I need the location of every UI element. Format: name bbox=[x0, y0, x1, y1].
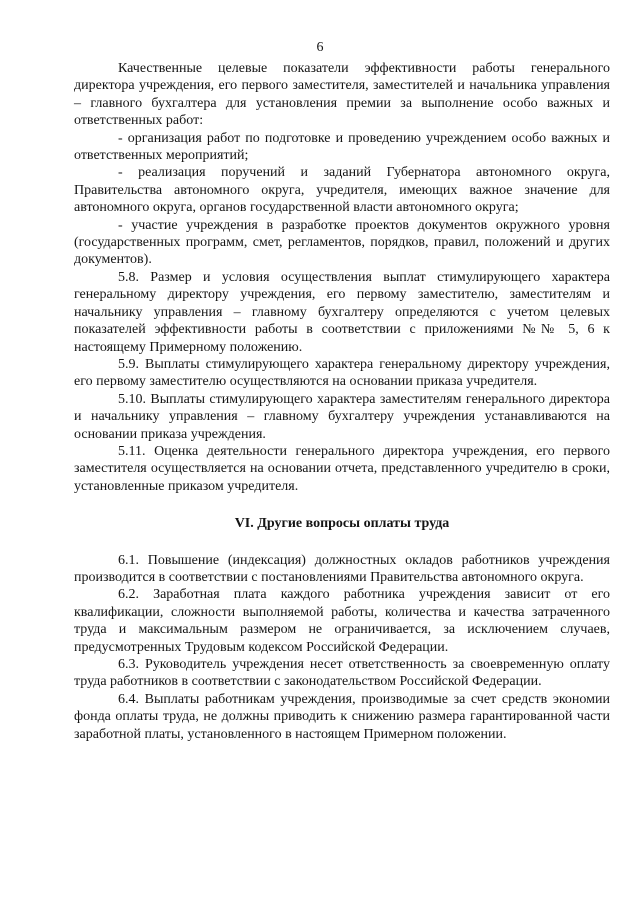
list-item-governor-orders: - реализация поручений и заданий Губернатора автономного округа, Правительства автономного округа, учредителя, имеющих важное значение для автономного округа, органов государственной власти автономного округа; bbox=[74, 165, 610, 216]
list-item-events: - организация работ по подготовке и проведению учреждением особо важных и ответственных мероприятий; bbox=[74, 130, 610, 164]
page-number: 6 bbox=[316, 40, 324, 55]
paragraph-5-9: 5.9. Выплаты стимулирующего характера генеральному директору учреждения, его первому заместителю осуществляются на основании приказа учредителя. bbox=[74, 356, 610, 390]
paragraph-6-1: 6.1. Повышение (индексация) должностных окладов работников учреждения производится в соответствии с постановлениями Правительства автономного округа. bbox=[74, 552, 610, 585]
paragraph-5-8: 5.8. Размер и условия осуществления выплат стимулирующего характера генеральному директору учреждения, его первому заместителю, заместителям и начальнику управления – главному бухгалтеру определяются с учетом целевых показателей эффективности работы в соответствии с приложениями №№ 5, 6 к настоящему Примерному положению. bbox=[74, 269, 610, 355]
paragraph-6-4: 6.4. Выплаты работникам учреждения, производимые за счет средств экономии фонда оплаты труда, не должны приводить к снижению размера гарантированной части заработной платы, установленного в настоящем Примерном положении. bbox=[74, 691, 610, 742]
paragraph-target-indicators-intro: Качественные целевые показатели эффективности работы генерального директора учреждения, его первого заместителя, заместителей и начальника управления – главного бухгалтера для установления премии за выполнение особо важных и ответственных работ: bbox=[74, 61, 610, 129]
section-heading-vi: VI. Другие вопросы оплаты труда bbox=[234, 516, 450, 532]
document-body bbox=[74, 60, 610, 743]
paragraph-5-10: 5.10. Выплаты стимулирующего характера заместителям генерального директора и начальнику управления – главному бухгалтеру учреждения устанавливаются на основании приказа учреждения. bbox=[74, 391, 610, 442]
paragraph-6-2: 6.2. Заработная плата каждого работника учреждения зависит от его квалификации, сложности выполняемой работы, количества и качества затраченного труда и максимальным размером не ограничивается, за исключением случаев, предусмотренных Трудовым кодексом Российской Федерации. bbox=[74, 587, 610, 655]
list-item-document-drafting: - участие учреждения в разработке проектов документов окружного уровня (государственных программ, смет, регламентов, порядков, правил, положений и других документов). bbox=[74, 217, 610, 268]
paragraph-5-11: 5.11. Оценка деятельности генерального директора учреждения, его первого заместителя осуществляется на основании отчета, представленного учредителю в сроки, установленные приказом учредителя. bbox=[74, 443, 610, 494]
paragraph-6-3: 6.3. Руководитель учреждения несет ответственность за своевременную оплату труда работников в соответствии с законодательством Российской Федерации. bbox=[74, 657, 610, 690]
